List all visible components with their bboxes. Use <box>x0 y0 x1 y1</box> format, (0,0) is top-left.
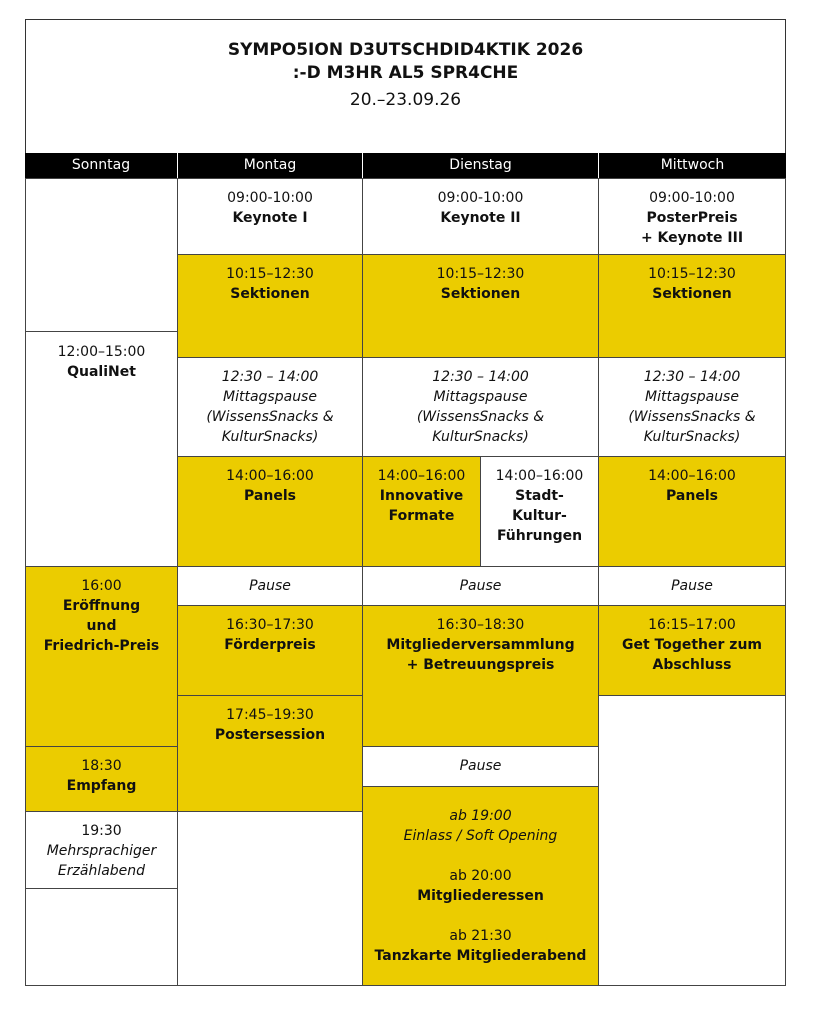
pause-label: Pause <box>459 578 502 594</box>
day-header-dienstag: Dienstag <box>362 153 598 178</box>
session-time: 10:15–12:30 <box>436 266 525 282</box>
mittagspause-dienstag <box>362 357 599 457</box>
session-title: Stadt- <box>515 488 564 504</box>
session-title: Führungen <box>496 528 583 544</box>
spacer <box>363 846 598 866</box>
sonntag-empty-morning <box>25 178 178 332</box>
session-panels-mittwoch <box>598 456 786 567</box>
session-title: + Betreuungspreis <box>406 657 555 673</box>
session-title: Mittagspause <box>645 389 739 405</box>
session-title: Sektionen <box>440 286 521 302</box>
pause-dienstag-1 <box>362 566 599 606</box>
session-time: 12:30 – 14:00 <box>432 369 529 385</box>
session-sektionen-montag <box>177 254 363 358</box>
session-note: KulturSnacks) <box>221 429 319 445</box>
session-empfang <box>25 746 178 812</box>
session-time: ab 21:30 <box>449 928 512 944</box>
pause-label: Pause <box>459 758 502 774</box>
session-title: Erzählabend <box>57 863 146 879</box>
session-panels-montag <box>177 456 363 567</box>
session-title: Kultur- <box>512 508 567 524</box>
session-sektionen-mittwoch <box>598 254 786 358</box>
session-note: (WissensSnacks & <box>416 409 545 425</box>
session-time: 14:00–16:00 <box>495 468 584 484</box>
session-time: 16:15–17:00 <box>648 617 736 633</box>
day-header-sonntag: Sonntag <box>25 153 177 178</box>
session-time: ab 20:00 <box>449 868 512 884</box>
spacer <box>363 906 598 926</box>
mittagspause-montag <box>177 357 363 457</box>
session-title: Innovative <box>379 488 464 504</box>
session-time: 14:00–16:00 <box>377 468 466 484</box>
session-title: Sektionen <box>230 286 310 302</box>
session-title: Keynote II <box>440 210 521 226</box>
session-mitgliederversammlung <box>362 605 599 747</box>
session-title: + Keynote III <box>640 230 744 246</box>
session-title: QualiNet <box>67 364 136 380</box>
session-title: Förderpreis <box>224 637 316 653</box>
session-innovative-formate <box>362 456 481 567</box>
session-title: Friedrich-Preis <box>43 638 160 654</box>
session-time: 16:30–18:30 <box>436 617 525 633</box>
session-time: 12:00–15:00 <box>57 344 146 360</box>
session-title: PosterPreis <box>646 210 738 226</box>
session-title: Panels <box>244 488 296 504</box>
session-keynote-3 <box>598 178 786 255</box>
session-title: Panels <box>666 488 718 504</box>
session-erzaehlabend <box>25 811 178 889</box>
session-title: Formate <box>388 508 455 524</box>
session-title: Mitgliederessen <box>417 888 544 904</box>
session-title: Mittagspause <box>223 389 317 405</box>
session-stadtkultur-fuehrungen <box>480 456 599 567</box>
session-qualinet <box>25 331 178 567</box>
session-foerderpreis <box>177 605 363 696</box>
session-time: 14:00–16:00 <box>226 468 314 484</box>
session-title: Eröffnung <box>62 598 141 614</box>
session-title: Tanzkarte Mitgliederabend <box>374 948 587 964</box>
session-title: und <box>86 618 117 634</box>
session-title: Empfang <box>66 778 137 794</box>
mittwoch-empty-evening <box>598 695 786 986</box>
session-title: Mehrsprachiger <box>46 843 157 859</box>
session-title: Abschluss <box>652 657 732 673</box>
session-note: (WissensSnacks & <box>628 409 756 425</box>
session-title: Sektionen <box>652 286 732 302</box>
session-postersession <box>177 695 363 812</box>
session-time: 14:00–16:00 <box>648 468 736 484</box>
session-time: 12:30 – 14:00 <box>643 369 741 385</box>
session-time: 10:15–12:30 <box>648 266 736 282</box>
session-title: Keynote I <box>232 210 308 226</box>
session-time: 19:30 <box>81 823 122 839</box>
event-dates: 20.–23.09.26 <box>349 90 462 110</box>
session-title: Get Together zum <box>621 637 762 653</box>
pause-label: Pause <box>249 578 291 594</box>
session-time: 09:00-10:00 <box>227 190 313 206</box>
session-get-together <box>598 605 786 696</box>
session-mitgliederabend <box>362 786 599 986</box>
mittagspause-mittwoch <box>598 357 786 457</box>
session-time: 16:00 <box>81 578 122 594</box>
pause-dienstag-2 <box>362 746 599 787</box>
session-title: Postersession <box>214 727 326 743</box>
montag-empty-evening <box>177 811 363 986</box>
session-time: 09:00-10:00 <box>649 190 735 206</box>
session-time: 12:30 – 14:00 <box>221 369 319 385</box>
session-keynote-1 <box>177 178 363 255</box>
day-header-montag: Montag <box>177 153 362 178</box>
session-title: Mittagspause <box>433 389 528 405</box>
session-time: 18:30 <box>81 758 122 774</box>
session-sektionen-dienstag <box>362 254 599 358</box>
session-keynote-2 <box>362 178 599 255</box>
session-note: (WissensSnacks & <box>206 409 334 425</box>
sonntag-empty-evening <box>25 888 178 986</box>
session-title: Einlass / Soft Opening <box>403 828 558 844</box>
day-header-mittwoch: Mittwoch <box>598 153 786 178</box>
session-time: ab 19:00 <box>449 808 512 824</box>
pause-montag <box>177 566 363 606</box>
session-eroeffnung <box>25 566 178 747</box>
session-time: 10:15–12:30 <box>226 266 314 282</box>
event-title: SYMPO5ION D3UTSCHDID4KTIK 2026 <box>227 40 584 60</box>
pause-label: Pause <box>671 578 713 594</box>
session-time: 09:00-10:00 <box>437 190 524 206</box>
event-subtitle: :-D M3HR AL5 SPR4CHE <box>292 63 519 83</box>
pause-mittwoch <box>598 566 786 606</box>
session-time: 16:30–17:30 <box>226 617 314 633</box>
session-note: KulturSnacks) <box>643 429 741 445</box>
session-time: 17:45–19:30 <box>226 707 314 723</box>
session-note: KulturSnacks) <box>432 429 529 445</box>
session-title: Mitgliederversammlung <box>386 637 575 653</box>
